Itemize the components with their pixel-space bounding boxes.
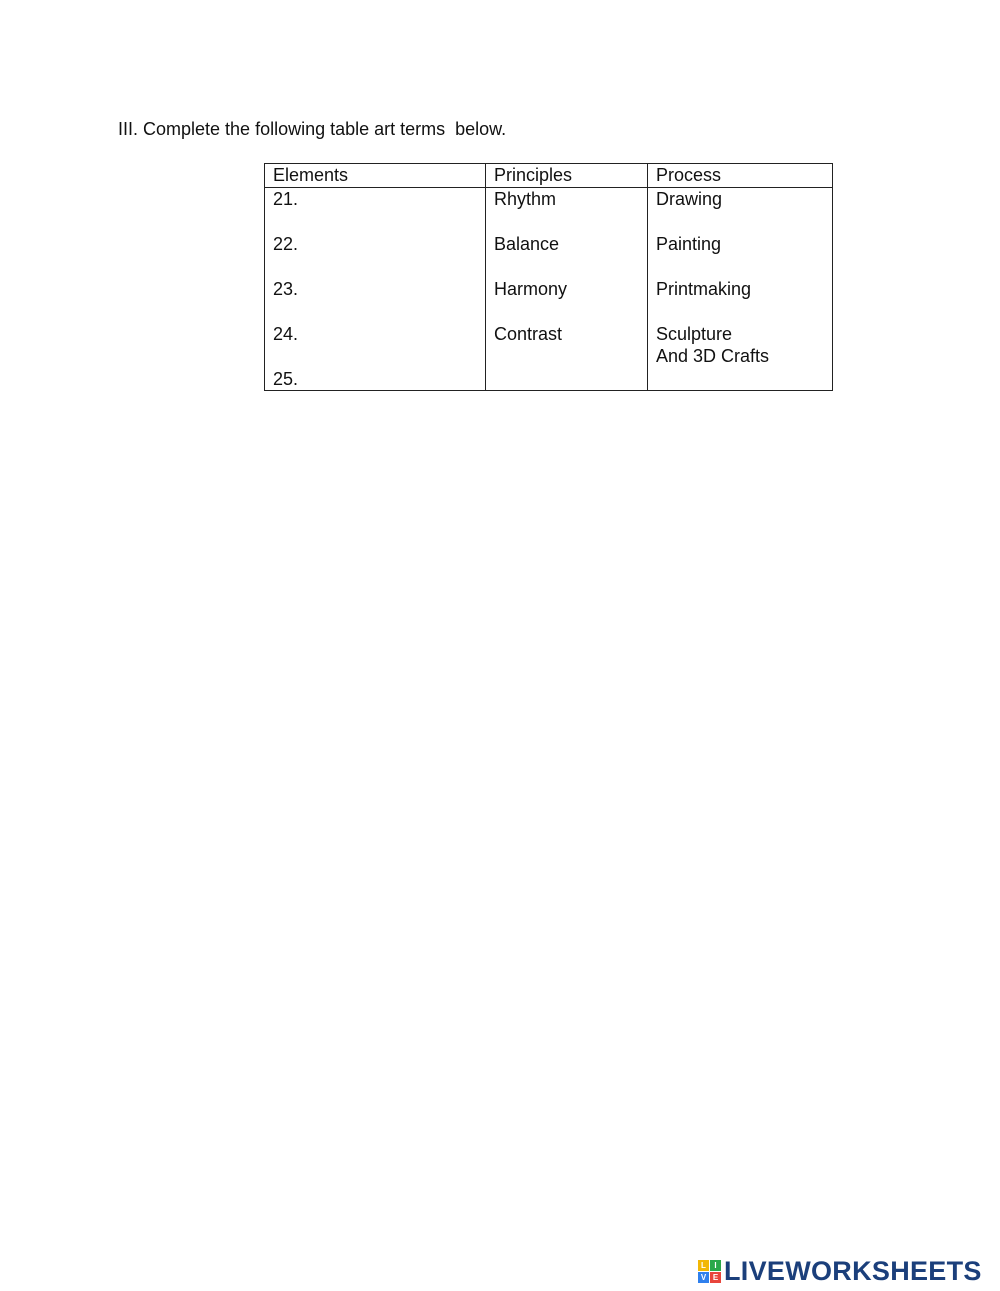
elements-item-21: 21. — [273, 188, 299, 209]
blank-line — [494, 255, 639, 278]
principle-harmony: Harmony — [494, 278, 568, 299]
principles-cell — [486, 187, 648, 391]
elements-item-24: 24. — [273, 323, 299, 344]
instruction-text: III. Complete the following table art terms below. — [118, 119, 507, 139]
table-row — [265, 187, 833, 391]
liveworksheets-logo — [698, 1258, 982, 1284]
art-terms-table — [264, 163, 833, 391]
process-cell — [648, 187, 833, 391]
blank-line — [656, 210, 824, 233]
elements-item-23: 23. — [273, 278, 299, 299]
elements-item-22: 22. — [273, 233, 299, 254]
principle-contrast: Contrast — [494, 323, 563, 344]
logo-block-i: I — [710, 1260, 721, 1271]
blank-line — [494, 300, 639, 323]
blank-line — [273, 345, 477, 368]
process-drawing: Drawing — [656, 188, 723, 209]
process-painting: Painting — [656, 233, 722, 254]
logo-text: LIVEWORKSHEETS — [724, 1256, 982, 1286]
logo-block-e: E — [710, 1272, 721, 1283]
principle-rhythm: Rhythm — [494, 188, 557, 209]
elements-item-25: 25. — [273, 368, 299, 389]
logo-blocks-icon — [698, 1260, 721, 1283]
blank-line — [273, 255, 477, 278]
blank-line — [656, 255, 824, 278]
blank-line — [494, 210, 639, 233]
header-elements: Elements — [265, 164, 486, 188]
logo-block-l: L — [698, 1260, 709, 1271]
process-sculpture: Sculpture — [656, 323, 733, 344]
blank-line — [273, 300, 477, 323]
process-3d-crafts: And 3D Crafts — [656, 346, 770, 366]
logo-block-v: V — [698, 1272, 709, 1283]
process-printmaking: Printmaking — [656, 278, 752, 299]
blank-line — [656, 300, 824, 323]
header-principles: Principles — [486, 164, 648, 188]
blank-line — [273, 210, 477, 233]
table-header-row — [265, 164, 833, 188]
principle-balance: Balance — [494, 233, 560, 254]
elements-cell[interactable] — [265, 187, 486, 391]
header-process: Process — [648, 164, 833, 188]
